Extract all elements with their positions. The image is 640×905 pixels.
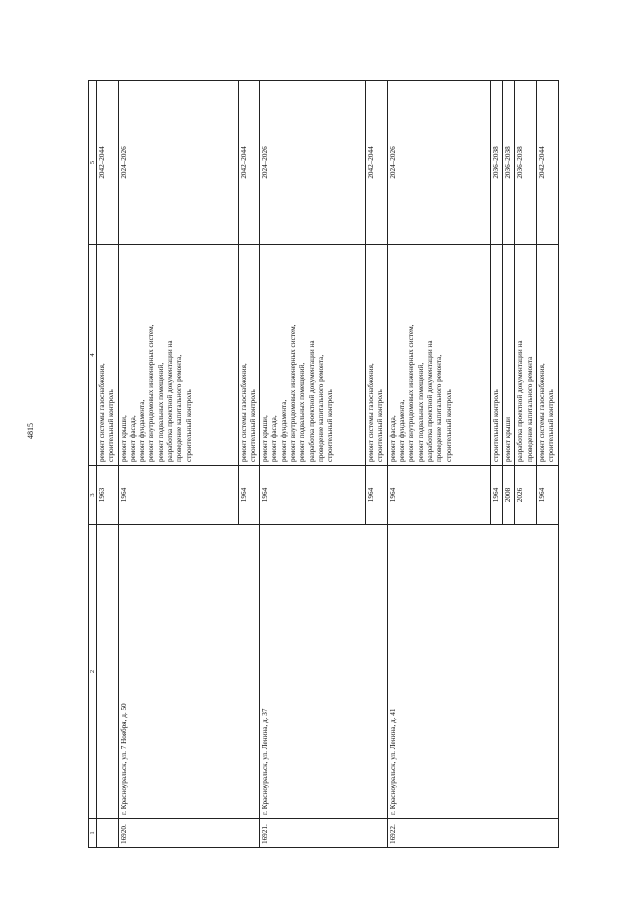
cell-works: ремонт системы газоснабжения, строительный контроль [97, 245, 119, 466]
cell-id [97, 819, 119, 848]
header-col-5: 5 [89, 81, 97, 245]
cell-year: 1964 [118, 466, 238, 525]
rotated-table-container [88, 80, 556, 848]
cell-period: 2024–2026 [260, 81, 366, 245]
cell-id: 16920. [118, 819, 260, 848]
header-col-1: 1 [89, 819, 97, 848]
page-number: 4815 [26, 423, 35, 439]
cell-year: 1963 [97, 466, 119, 525]
cell-address: г. Красноуральск, ул. Ленина, д. 37 [260, 525, 388, 819]
table-header-row [89, 81, 97, 848]
cell-period: 2042–2044 [366, 81, 388, 245]
cell-address: г. Красноуральск, ул. Ленина, д. 41 [387, 525, 558, 819]
cell-period: 2036–2038 [490, 81, 502, 245]
table-row [118, 81, 238, 848]
cell-period: 2042–2044 [238, 81, 260, 245]
cell-works: ремонт фасада, ремонт фундамента, ремонт внутридомовых инженерных систем, ремонт подвальных помещений, разработка проектной документации на проведение капитального ремонта, строительный контроль [387, 245, 490, 466]
cell-address: г. Красноуральск, ул. 7 Ноября, д. 50 [118, 525, 260, 819]
cell-works: разработка проектной документации на проведение капитального ремонта [515, 245, 537, 466]
cell-works: ремонт системы газоснабжения, строительный контроль [536, 245, 558, 466]
header-col-4: 4 [89, 245, 97, 466]
cell-works: строительный контроль [490, 245, 502, 466]
table-row [97, 81, 119, 848]
table-row [260, 81, 366, 848]
cell-period: 2042–2044 [97, 81, 119, 245]
repair-schedule-table [88, 80, 559, 848]
cell-period: 2024–2026 [387, 81, 490, 245]
cell-period: 2042–2044 [536, 81, 558, 245]
cell-year: 1964 [366, 466, 388, 525]
cell-works: ремонт крыши, ремонт фасада, ремонт фундамента, ремонт внутридомовых инженерных систем, ремонт подвальных помещений, разработка проектной документации на проведение капитального ремонта, строительный контроль [260, 245, 366, 466]
cell-year: 1964 [490, 466, 502, 525]
cell-year: 1964 [260, 466, 366, 525]
cell-year: 2008 [503, 466, 515, 525]
cell-id: 16922. [387, 819, 558, 848]
cell-works: ремонт крыши, ремонт фасада, ремонт фундамента, ремонт внутридомовых инженерных систем, ремонт подвальных помещений, разработка проектной документации на проведение капитального ремонта, строительный контроль [118, 245, 238, 466]
cell-year: 1964 [536, 466, 558, 525]
cell-period: 2036–2038 [503, 81, 515, 245]
header-col-2: 2 [89, 525, 97, 819]
cell-works: ремонт крыши [503, 245, 515, 466]
cell-works: ремонт системы газоснабжения, строительный контроль [366, 245, 388, 466]
cell-works: ремонт системы газоснабжения, строительный контроль [238, 245, 260, 466]
table-row [387, 81, 490, 848]
cell-period: 2024–2026 [118, 81, 238, 245]
cell-year: 1964 [387, 466, 490, 525]
cell-address [97, 525, 119, 819]
cell-period: 2036–2038 [515, 81, 537, 245]
header-col-3: 3 [89, 466, 97, 525]
cell-year: 2026 [515, 466, 537, 525]
cell-id: 16921. [260, 819, 388, 848]
cell-year: 1964 [238, 466, 260, 525]
